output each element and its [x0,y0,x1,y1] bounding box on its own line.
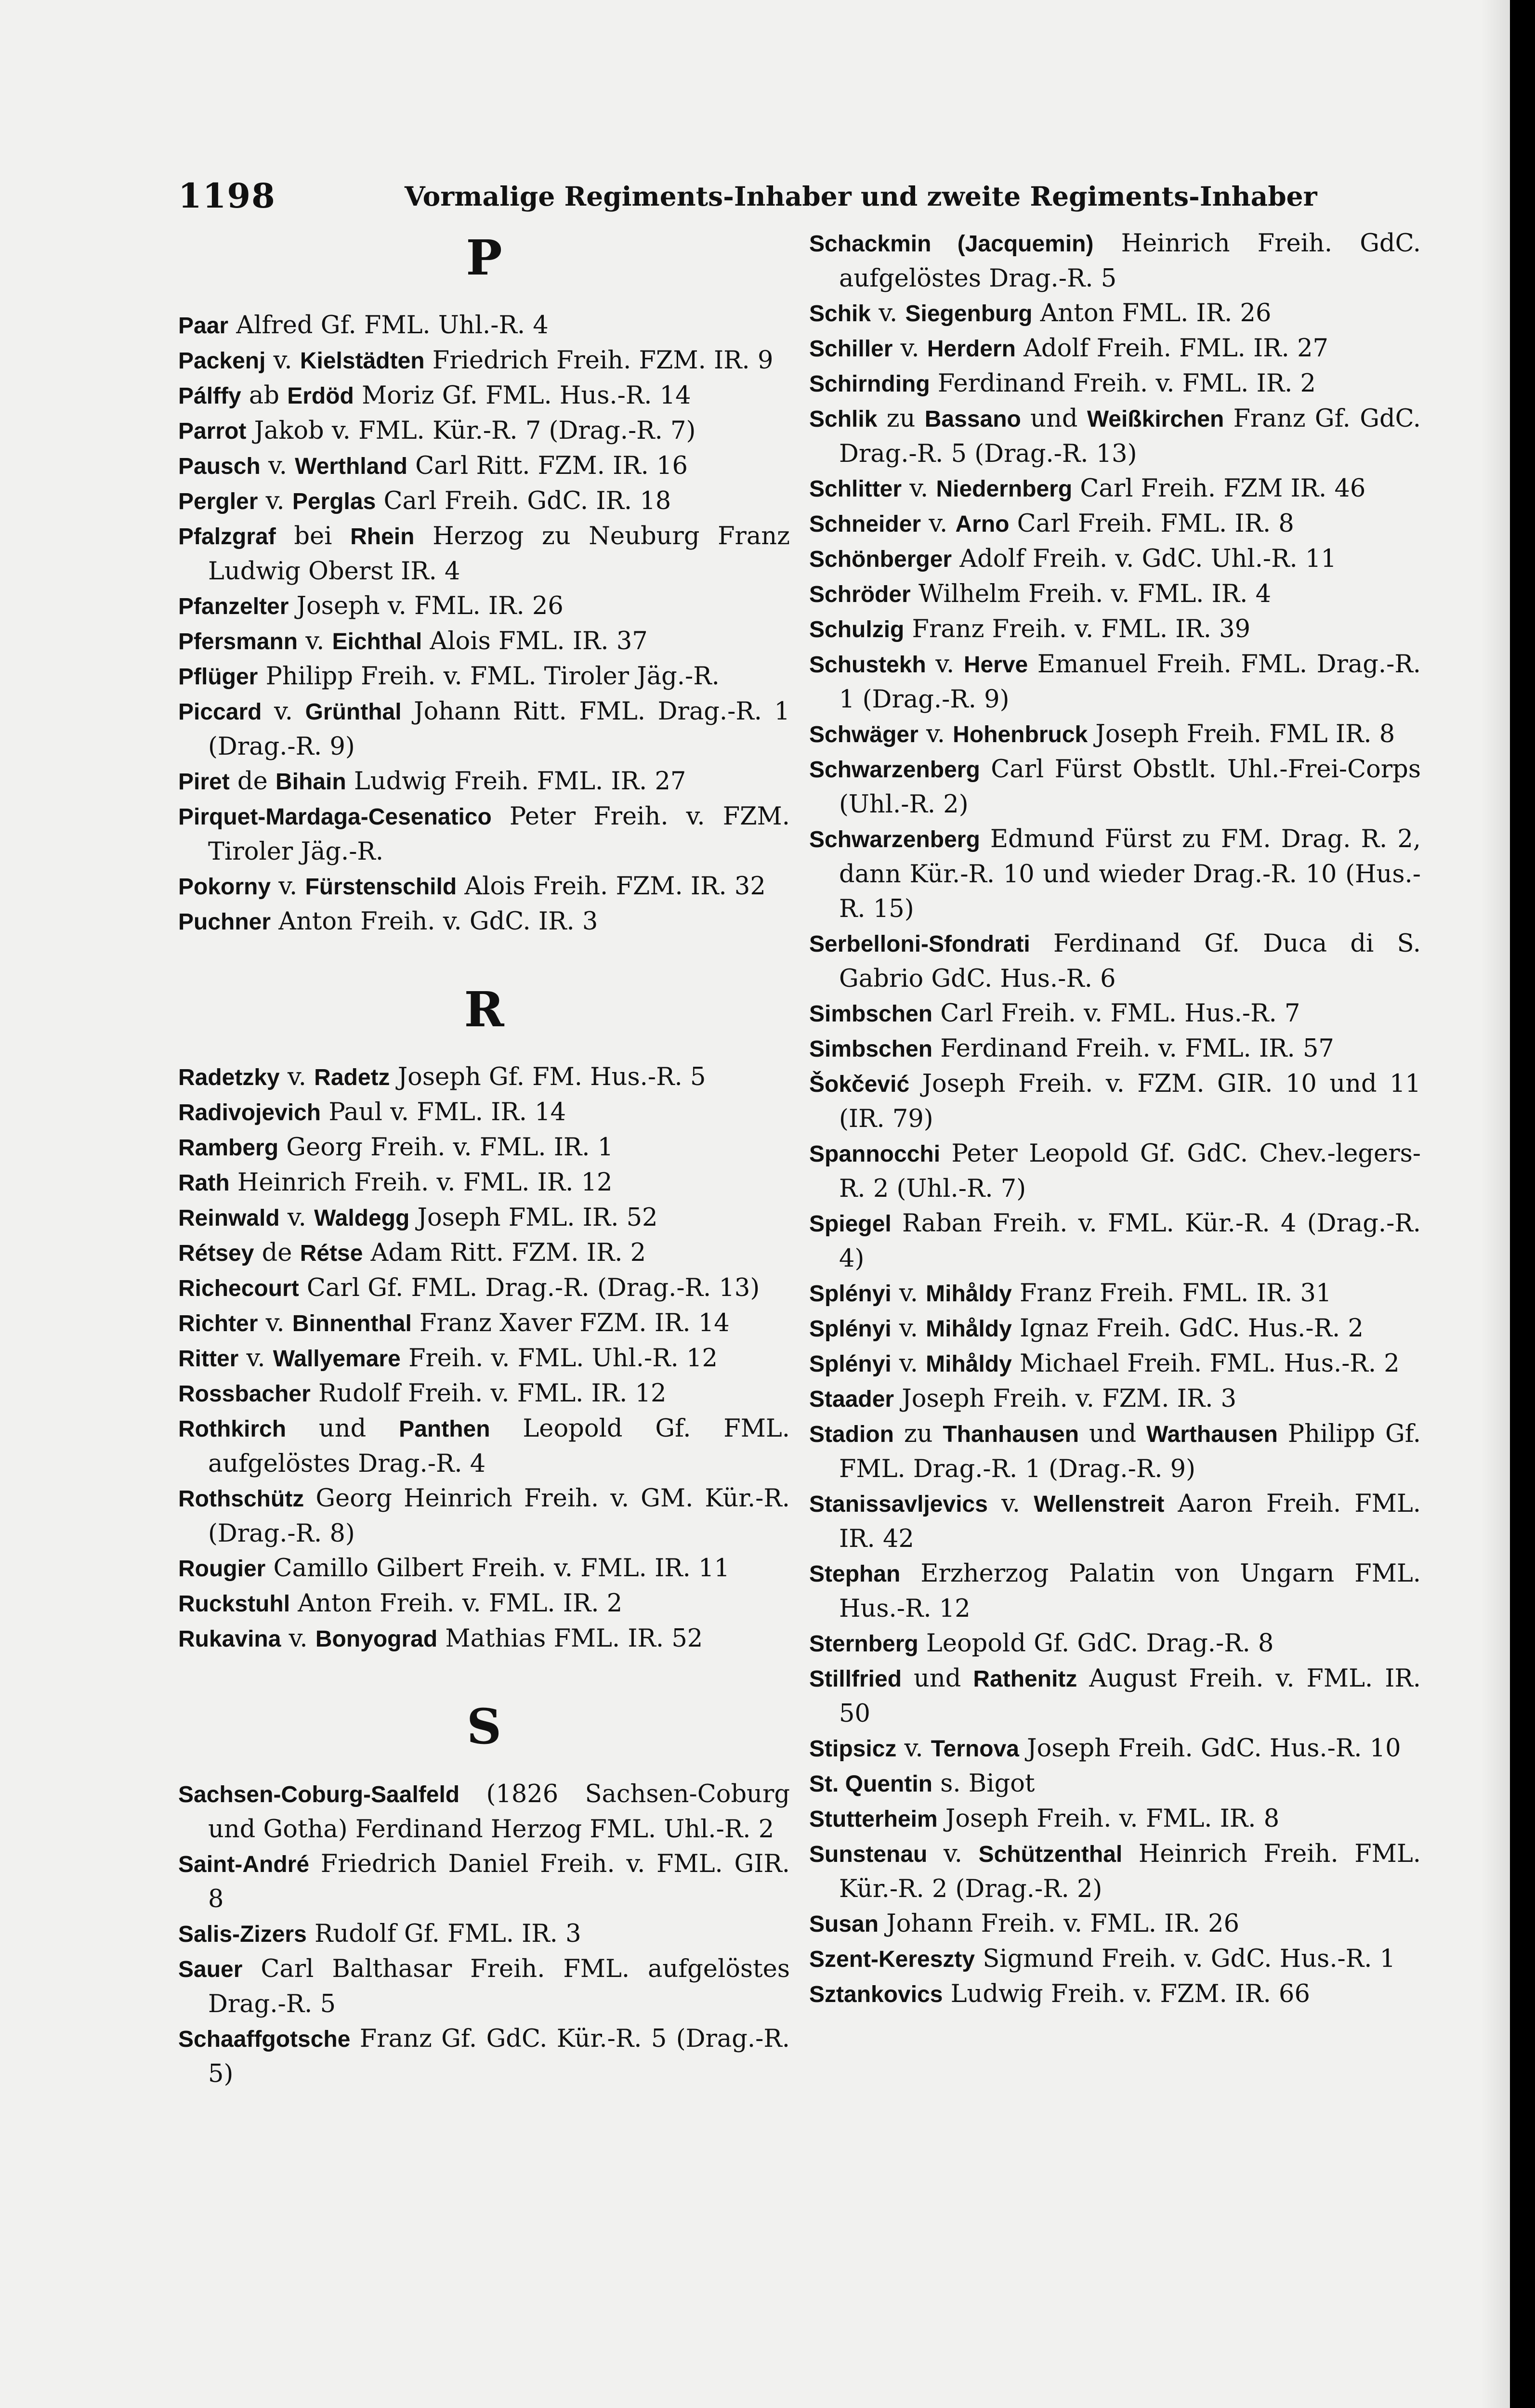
section-letter: R [464,981,504,1038]
entry-name: Schönberger [809,547,952,572]
entry-name: Pfanzelter [178,594,289,619]
entry-text: Aaron Freih. FML. IR. 42 [839,1490,1421,1553]
entry-name: Siegenburg [905,301,1033,327]
entry-name: Radetzky [178,1065,280,1090]
register-entry [178,1341,790,1376]
register-entry [178,1306,790,1341]
entry-text: Edmund Fürst zu FM. Drag. R. 2, dann Kür.-R. 10 und wieder Drag.-R. 10 (Hus.-R. 15) [839,825,1421,923]
register-entry [178,1777,790,1847]
entry-name: Rhein [350,524,415,550]
entry-text: v. [298,627,332,655]
entry-text: v. [258,1309,292,1337]
entry-name: Richecourt [178,1276,299,1301]
entry-text: Emanuel Freih. FML. Drag.-R. 1 (Drag.-R. 9) [839,650,1421,714]
entry-name: Serbelloni-Sfondrati [809,931,1030,957]
entry-text: Sigmund Freih. v. GdC. Hus.-R. 1 [975,1945,1396,1973]
entry-name: Herve [963,652,1028,678]
entry-name: Rathenitz [973,1666,1077,1692]
entry-name: Pokorny [178,874,271,900]
register-entry [178,1551,790,1586]
entry-name: Binnenthal [292,1311,412,1336]
entry-text: v. [926,650,964,679]
entry-text: Peter Freih. v. FZM. Tiroler Jäg.-R. [208,802,790,866]
entry-text: und [1079,1420,1147,1448]
entry-text: v. [891,1314,926,1343]
entry-name: Puchner [178,909,271,935]
left-column [178,226,790,2092]
entry-text: Adam Ritt. FZM. IR. 2 [363,1239,646,1267]
entry-text: Mathias FML. IR. 52 [437,1624,703,1653]
register-entry [178,414,790,449]
register-entry [809,1487,1421,1557]
entry-name: Pfalzgraf [178,524,276,550]
register-entry [809,402,1421,471]
register-entry [178,1060,790,1095]
entry-name: Schustekh [809,652,926,678]
entry-name: Saint-André [178,1852,310,1877]
entry-name: Ritter [178,1346,239,1372]
entry-name: Schlik [809,406,878,432]
page-number: 1198 [178,176,276,216]
entry-text: Heinrich Freih. v. FML. IR. 12 [229,1168,613,1197]
entry-name: Rath [178,1170,230,1196]
entry-text: v. [921,510,956,538]
entry-text: Ferdinand Gf. Duca di S. Gabrio GdC. Hus.-R. 6 [839,929,1421,993]
entry-text: v. [896,1734,931,1763]
entry-text: v. [871,299,905,327]
entry-text: v. [260,452,295,480]
entry-name: Rothkirch [178,1416,287,1442]
entry-name: Mihåldy [926,1281,1012,1307]
entry-name: Schneider [809,511,921,537]
entry-text: Wilhelm Freih. v. FML. IR. 4 [910,580,1272,608]
entry-text: Joseph Gf. FM. Hus.-R. 5 [390,1063,706,1091]
register-entry [809,822,1421,927]
entry-name: Grünthal [305,699,402,725]
entry-text: Carl Fürst Obstlt. Uhl.-Frei-Corps (Uhl.-R. 2) [839,755,1421,819]
register-entry [178,449,790,484]
register-entry [809,1276,1421,1311]
entry-text: Joseph v. FML. IR. 26 [289,592,564,620]
entry-text: v. [987,1490,1034,1518]
right-column [809,226,1421,2012]
entry-text: v. [891,1279,926,1308]
entry-text: Heinrich Freih. FML. Kür.-R. 2 (Drag.-R. 2) [839,1840,1421,1903]
entry-name: Schröder [809,582,911,607]
entry-name: Schik [809,301,871,327]
entry-name: Parrot [178,419,247,444]
entry-name: Bonyograd [315,1626,438,1652]
entry-text: bei [276,522,351,550]
entry-text: Rudolf Gf. FML. IR. 3 [306,1920,581,1948]
section-letter: P [466,229,502,286]
register-entry [178,379,790,414]
register-entry [178,1095,790,1130]
register-entry [809,1837,1421,1907]
register-entry [809,1626,1421,1662]
register-entry [809,1802,1421,1837]
register-entry [178,1130,790,1165]
register-entry [809,1206,1421,1276]
entry-text: v. [927,1840,979,1868]
entry-text: Franz Freih. v. FML. IR. 39 [904,615,1251,643]
entry-name: Sachsen-Coburg-Saalfeld [178,1782,460,1807]
entry-text: Franz Gf. GdC. Kür.-R. 5 (Drag.-R. 5) [208,2025,790,2088]
entry-name: Šokčević [809,1072,910,1097]
entry-name: Richter [178,1311,258,1336]
entry-name: Susan [809,1911,879,1937]
entry-name: Stillfried [809,1666,902,1692]
entry-name: Thanhausen [943,1422,1079,1447]
entry-text: v. [265,346,300,375]
entry-name: Staader [809,1387,894,1412]
entry-name: Schulzig [809,617,905,642]
entry-text: v. [258,487,292,515]
entry-name: Spiegel [809,1211,892,1237]
register-entry [809,507,1421,542]
register-entry [178,343,790,379]
entry-text: Alois Freih. FZM. IR. 32 [457,872,766,901]
register-entry [178,2022,790,2092]
entry-name: Erdöd [287,383,354,409]
register-entry [809,717,1421,752]
register-entry [178,1847,790,1917]
entry-name: Pfersmann [178,629,298,654]
entry-text: Carl Balthasar Freih. FML. aufgelöstes Drag.-R. 5 [208,1955,790,2018]
entry-text: v. [262,697,305,726]
entry-text: Leopold Gf. FML. aufgelöstes Drag.-R. 4 [208,1414,790,1478]
entry-text: v. [918,720,953,748]
entry-name: Werthland [295,454,407,479]
entry-name: Salis-Zizers [178,1922,307,1947]
entry-name: Ternova [931,1736,1019,1762]
entry-name: Stipsicz [809,1736,897,1762]
register-entry [178,484,790,519]
register-entry [809,1382,1421,1417]
entry-text: Philipp Gf. FML. Drag.-R. 1 (Drag.-R. 9) [839,1420,1421,1483]
entry-name: Rukavina [178,1626,281,1652]
register-entry [178,764,790,799]
entry-name: Niedernberg [936,476,1073,502]
entry-name: Stadion [809,1422,894,1447]
entry-name: Sternberg [809,1631,918,1657]
entry-name: Ramberg [178,1135,279,1161]
entry-name: Pergler [178,489,258,514]
entry-text: Carl Freih. FZM IR. 46 [1072,474,1366,503]
entry-text: Friedrich Daniel Freih. v. FML. GIR. 8 [208,1850,790,1913]
entry-text: Anton Freih. v. FML. IR. 2 [290,1589,623,1618]
register-entry [809,1417,1421,1487]
entry-name: Sztankovics [809,1982,943,2007]
entry-text: Joseph FML. IR. 52 [409,1204,658,1232]
register-entry [809,1977,1421,2012]
register-entry [809,752,1421,822]
entry-text: v. [891,1349,926,1378]
entry-text: Leopold Gf. GdC. Drag.-R. 8 [918,1629,1274,1658]
entry-text: Moriz Gf. FML. Hus.-R. 14 [354,381,691,410]
entry-text: Johann Freih. v. FML. IR. 26 [879,1910,1240,1938]
entry-text: Johann Ritt. FML. Drag.-R. 1 (Drag.-R. 9) [208,697,790,761]
entry-text: v. [892,334,927,363]
register-entry [809,542,1421,577]
entry-name: Schaaffgotsche [178,2027,351,2052]
entry-text: v. [902,474,936,503]
entry-name: Radivojevich [178,1100,321,1125]
entry-name: Rétsey [178,1241,254,1266]
entry-text: Friedrich Freih. FZM. IR. 9 [424,346,774,375]
register-entry [178,1165,790,1201]
entry-text: Paul v. FML. IR. 14 [321,1098,566,1126]
entry-text: Peter Leopold Gf. GdC. Chev.-legers-R. 2 (Uhl.-R. 7) [839,1139,1421,1203]
entry-text: und [286,1414,399,1443]
entry-name: Sauer [178,1957,243,1982]
entry-name: Splényi [809,1281,892,1307]
entry-name: Rougier [178,1556,266,1582]
entry-name: Schackmin (Jacquemin) [809,231,1094,257]
page-header [178,176,1411,219]
register-entry [809,996,1421,1032]
entry-name: Rossbacher [178,1381,311,1407]
entry-name: Fürstenschild [305,874,457,900]
entry-name: Schiller [809,336,893,362]
entry-name: Splényi [809,1316,892,1342]
register-entry [809,296,1421,331]
entry-text: de [229,767,276,796]
entry-text: Joseph Freih. v. FZM. IR. 3 [894,1385,1237,1413]
entry-text: s. Bigot [932,1769,1035,1798]
entry-text: August Freih. v. FML. IR. 50 [839,1664,1421,1728]
entry-text: Jakob v. FML. Kür.-R. 7 (Drag.-R. 7) [246,417,696,445]
entry-name: Splényi [809,1351,892,1377]
register-entry [809,1557,1421,1626]
register-entry [809,331,1421,366]
entry-text: v. [279,1204,315,1232]
entry-name: Packenj [178,348,266,374]
register-entry [809,927,1421,996]
entry-name: Schwarzenberg [809,827,980,852]
page-edge-shadow [1481,0,1510,2408]
register-entry [809,1731,1421,1767]
entry-text: Franz Freih. FML. IR. 31 [1011,1279,1332,1308]
entry-text: Raban Freih. v. FML. Kür.-R. 4 (Drag.-R. 4) [839,1209,1421,1273]
entry-text: und [1021,405,1087,433]
entry-name: Schwarzenberg [809,757,980,783]
register-entry [178,519,790,589]
entry-text: Anton Freih. v. GdC. IR. 3 [271,907,598,936]
entry-text: Carl Freih. v. FML. Hus.-R. 7 [932,999,1300,1028]
entry-text: v. [279,1063,315,1091]
entry-text: Carl Gf. FML. Drag.-R. (Drag.-R. 13) [299,1274,760,1302]
entry-text: Georg Freih. v. FML. IR. 1 [278,1133,614,1162]
entry-name: Pirquet-Mardaga-Cesenatico [178,804,492,830]
entry-text: (1826 Sachsen-Coburg und Gotha) Ferdinand Herzog FML. Uhl.-R. 2 [208,1780,790,1844]
register-entry [178,1201,790,1236]
entry-name: Rothschütz [178,1486,304,1512]
entry-text: Franz Xaver FZM. IR. 14 [411,1309,730,1337]
entry-name: Pálffy [178,383,241,409]
register-entry [178,659,790,694]
register-entry [809,1942,1421,1977]
entry-text: Ferdinand Freih. v. FML. IR. 57 [932,1034,1334,1063]
entry-name: Sunstenau [809,1842,928,1867]
entry-text: Ludwig Freih. v. FZM. IR. 66 [943,1980,1310,2008]
entry-text: Carl Ritt. FZM. IR. 16 [407,452,688,480]
entry-text: Carl Freih. FML. IR. 8 [1009,510,1294,538]
entry-name: Stanissavljevics [809,1492,988,1517]
entry-text: Rudolf Freih. v. FML. IR. 12 [310,1379,667,1408]
register-entry [809,647,1421,717]
entry-name: Herdern [927,336,1016,362]
entry-text: Camillo Gilbert Freih. v. FML. IR. 11 [265,1554,730,1583]
entry-text: Alois FML. IR. 37 [422,627,648,655]
register-entry [178,799,790,869]
entry-name: Mihåldy [926,1351,1012,1377]
register-entry [809,1347,1421,1382]
entry-text: zu [877,405,925,433]
register-entry [178,869,790,904]
entry-text: Philipp Freih. v. FML. Tiroler Jäg.-R. [258,662,720,691]
entry-name: Schlitter [809,476,902,502]
entry-name: Simbschen [809,1001,933,1027]
entry-name: Szent-Kereszty [809,1947,975,1972]
entry-name: Ruckstuhl [178,1591,290,1617]
entry-name: Paar [178,313,229,339]
register-entry [809,1137,1421,1206]
register-entry [178,1917,790,1952]
register-entry [809,366,1421,402]
entry-text: Joseph Freih. FML IR. 8 [1088,720,1395,748]
entry-text: Erzherzog Palatin von Ungarn FML. Hus.-R. 12 [839,1559,1421,1623]
register-entry [178,308,790,343]
section-letter: S [466,1698,502,1755]
entry-name: Simbschen [809,1036,933,1062]
register-entry [178,1271,790,1306]
entry-name: Arno [955,511,1010,537]
entry-name: Bihain [275,769,346,795]
entry-name: Perglas [292,489,376,514]
entry-text: v. [271,872,305,901]
entry-text: Georg Heinrich Freih. v. GM. Kür.-R. (Drag.-R. 8) [208,1484,790,1548]
entry-text: zu [894,1420,943,1448]
entry-name: Bassano [924,406,1021,432]
entry-text: Joseph Freih. v. FZM. GIR. 10 und 11 (IR. 79) [839,1070,1421,1133]
register-entry [178,624,790,659]
entry-text: Ludwig Freih. FML. IR. 27 [346,767,686,796]
register-entry [809,1907,1421,1942]
register-entry [809,612,1421,647]
entry-text: Adolf Freih. v. GdC. Uhl.-R. 11 [952,545,1337,573]
register-entry [178,904,790,940]
entry-name: Schützenthal [978,1842,1123,1867]
register-entry [809,226,1421,296]
entry-name: St. Quentin [809,1771,932,1797]
entry-name: Schirnding [809,371,930,397]
entry-text: Joseph Freih. GdC. Hus.-R. 10 [1019,1734,1401,1763]
entry-text: Carl Freih. GdC. IR. 18 [376,487,671,515]
entry-text: und [902,1664,973,1693]
register-entry [178,1952,790,2022]
register-entry [809,1311,1421,1347]
entry-name: Pflüger [178,664,258,690]
register-entry [809,1662,1421,1731]
entry-text: v. [281,1624,315,1653]
register-entry [178,1586,790,1622]
entry-name: Panthen [399,1416,490,1442]
entry-name: Spannocchi [809,1141,941,1167]
entry-name: Wallyemare [273,1346,401,1372]
entry-name: Reinwald [178,1205,280,1231]
entry-text: Ignaz Freih. GdC. Hus.-R. 2 [1011,1314,1364,1343]
entry-name: Wellenstreit [1034,1492,1165,1517]
entry-name: Piret [178,769,230,795]
register-entry [178,1622,790,1657]
entry-text: Heinrich Freih. GdC. aufgelöstes Drag.-R. 5 [839,229,1421,293]
register-entry [178,589,790,624]
entry-name: Schwäger [809,722,918,747]
entry-name: Waldegg [314,1205,410,1231]
entry-name: Warthausen [1146,1422,1278,1447]
register-entry [178,694,790,764]
entry-name: Stutterheim [809,1806,938,1832]
entry-text: Michael Freih. FML. Hus.-R. 2 [1011,1349,1400,1378]
entry-text: Herzog zu Neuburg Franz Ludwig Oberst IR. 4 [208,522,790,586]
entry-name: Kielstädten [300,348,425,374]
entry-text: Joseph Freih. v. FML. IR. 8 [937,1805,1280,1833]
entry-name: Mihåldy [926,1316,1012,1342]
entry-name: Radetz [314,1065,390,1090]
running-title: Vormalige Regiments-Inhaber und zweite Regiments-Inhaber [405,181,1317,212]
register-entry [178,1481,790,1551]
entry-name: Stephan [809,1561,901,1587]
entry-text: Ferdinand Freih. v. FML. IR. 2 [930,369,1316,398]
entry-text: ab [241,381,288,410]
register-entry [809,577,1421,612]
entry-name: Eichthal [332,629,422,654]
entry-text: v. [238,1344,273,1373]
register-entry [809,1767,1421,1802]
entry-text: Freih. v. FML. Uhl.-R. 12 [400,1344,718,1373]
register-entry [809,1067,1421,1137]
entry-text: Franz Gf. GdC. Drag.-R. 5 (Drag.-R. 13) [839,405,1421,468]
register-entry [178,1376,790,1412]
register-entry [178,1236,790,1271]
entry-text: Adolf Freih. FML. IR. 27 [1015,334,1328,363]
register-entry [809,471,1421,507]
entry-text: Anton FML. IR. 26 [1032,299,1272,327]
entry-name: Weißkirchen [1087,406,1224,432]
entry-name: Hohenbruck [953,722,1088,747]
register-entry [178,1412,790,1481]
entry-text: Alfred Gf. FML. Uhl.-R. 4 [228,311,549,340]
entry-name: Piccard [178,699,262,725]
entry-name: Pausch [178,454,261,479]
entry-text: de [254,1239,300,1267]
entry-name: Rétse [300,1241,363,1266]
register-entry [809,1032,1421,1067]
